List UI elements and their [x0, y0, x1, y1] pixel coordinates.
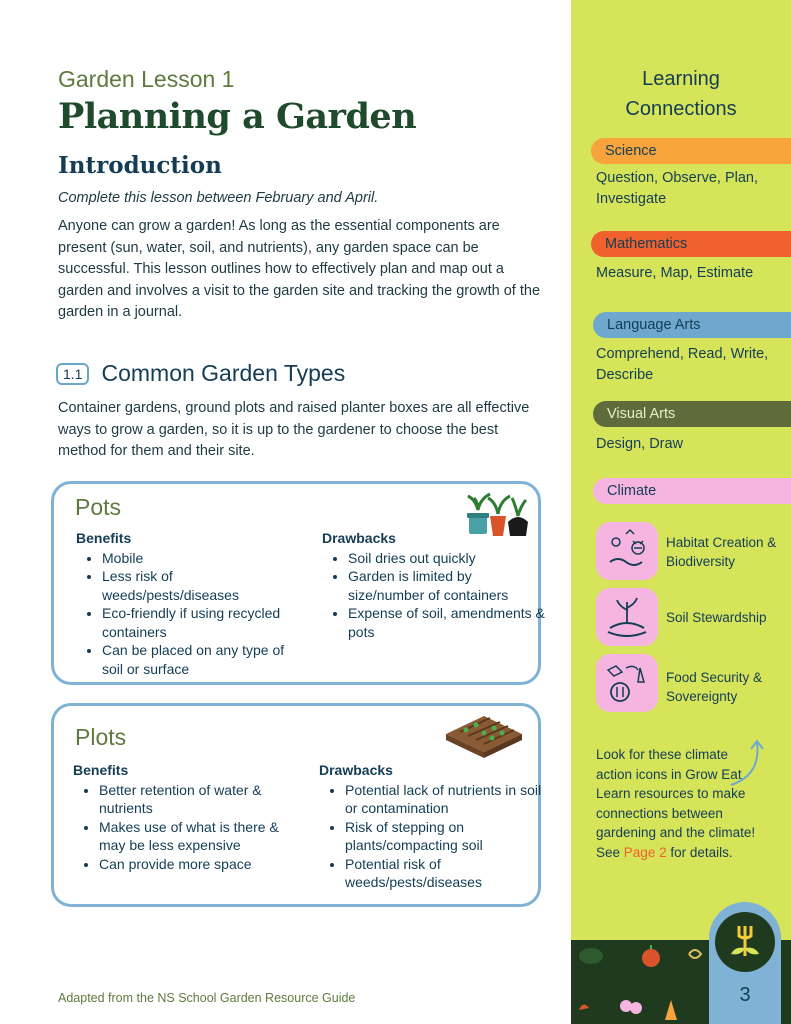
list-item: • Eco-friendly if using recycled containers	[102, 604, 301, 641]
math-pill: Mathematics	[591, 231, 791, 257]
visual-arts-pill: Visual Arts	[593, 401, 791, 427]
list-item: • Better retention of water & nutrients	[99, 781, 298, 818]
pots-drawbacks-label: Drawbacks	[322, 530, 396, 546]
section-number: 1.1	[56, 363, 89, 385]
sidebar-title-line1: Learning	[642, 68, 720, 90]
footer-credit: Adapted from the NS School Garden Resource Guide	[58, 991, 356, 1005]
list-item: • Expense of soil, amendments & pots	[348, 604, 547, 641]
section-heading	[56, 360, 345, 387]
climate-note-end: for details.	[670, 844, 733, 860]
sidebar-title-line2: Connections	[625, 98, 737, 120]
page-2-link[interactable]: Page 2	[623, 844, 667, 860]
soil-stewardship-icon	[596, 588, 658, 646]
plots-title: Plots	[75, 724, 127, 750]
science-pill: Science	[591, 138, 791, 164]
climate-note	[596, 745, 756, 862]
list-item: • Can provide more space	[99, 855, 298, 874]
sidebar-title	[571, 64, 791, 124]
list-item: • Less risk of weeds/pests/diseases	[102, 567, 301, 604]
soil-stewardship-label: Soil Stewardship	[666, 610, 767, 625]
language-arts-text: Comprehend, Read, Write, Describe	[596, 346, 769, 383]
biodiversity-icon	[596, 522, 658, 580]
lesson-title: Planning a Garden	[58, 96, 417, 137]
language-arts-pill: Language Arts	[593, 312, 791, 338]
section-title: Common Garden Types	[101, 360, 346, 386]
climate-pill: Climate	[593, 478, 791, 504]
intro-heading: Introduction	[58, 152, 222, 179]
learning-connections-sidebar	[571, 0, 791, 1024]
list-item: • Makes use of what is there & may be less expensive	[99, 818, 298, 855]
intro-note: Complete this lesson between February and April.	[58, 190, 379, 206]
math-text: Measure, Map, Estimate	[596, 265, 754, 281]
list-item: • Can be placed on any type of soil or surface	[102, 641, 301, 678]
list-item: • Risk of stepping on plants/compacting soil	[345, 818, 544, 855]
food-security-label: Food Security & Sovereignty	[666, 670, 763, 704]
plots-drawbacks	[319, 761, 544, 892]
plots-benefits-label: Benefits	[73, 762, 129, 778]
intro-body: Anyone can grow a garden! As long as the essential components are present (sun, water, soil, and nutrients), any garden space can be successful. This lesson outlines how to effectively plan and map out a garden and involves a visit to the garden site and tracking the growth of the garden in a journal.	[58, 218, 541, 320]
plots-drawbacks-label: Drawbacks	[319, 762, 393, 778]
fork-sprout-logo-icon	[715, 912, 775, 972]
list-item: • Soil dries out quickly	[348, 549, 547, 568]
lesson-label: Garden Lesson 1	[58, 66, 235, 92]
visual-arts-text: Design, Draw	[596, 436, 684, 452]
list-item: • Garden is limited by size/number of containers	[348, 567, 547, 604]
plots-card	[51, 703, 541, 907]
science-text: Question, Observe, Plan, Investigate	[596, 170, 758, 207]
plots-benefits	[73, 761, 298, 873]
list-item: • Potential risk of weeds/pests/diseases	[345, 855, 544, 892]
pots-drawbacks	[322, 529, 547, 641]
list-item: • Potential lack of nutrients in soil or contamination	[345, 781, 544, 818]
pots-benefits	[76, 529, 301, 678]
section-body: Container gardens, ground plots and raised planter boxes are all effective ways to grow a garden, so it is up to the gardener to choose the best method for them and their site.	[58, 400, 530, 459]
food-security-icon	[596, 654, 658, 712]
garden-plot-icon	[444, 712, 524, 760]
list-item: • Mobile	[102, 549, 301, 568]
biodiversity-label: Habitat Creation & Biodiversity	[666, 535, 777, 569]
pots-title: Pots	[75, 494, 122, 520]
pots-benefits-label: Benefits	[76, 530, 132, 546]
climate-note-text: Look for these climate action icons in Grow Eat Learn resources to make connections between gardening and the climate! See	[596, 747, 756, 860]
page-number: 3	[739, 984, 751, 1006]
pots-card	[51, 481, 545, 685]
